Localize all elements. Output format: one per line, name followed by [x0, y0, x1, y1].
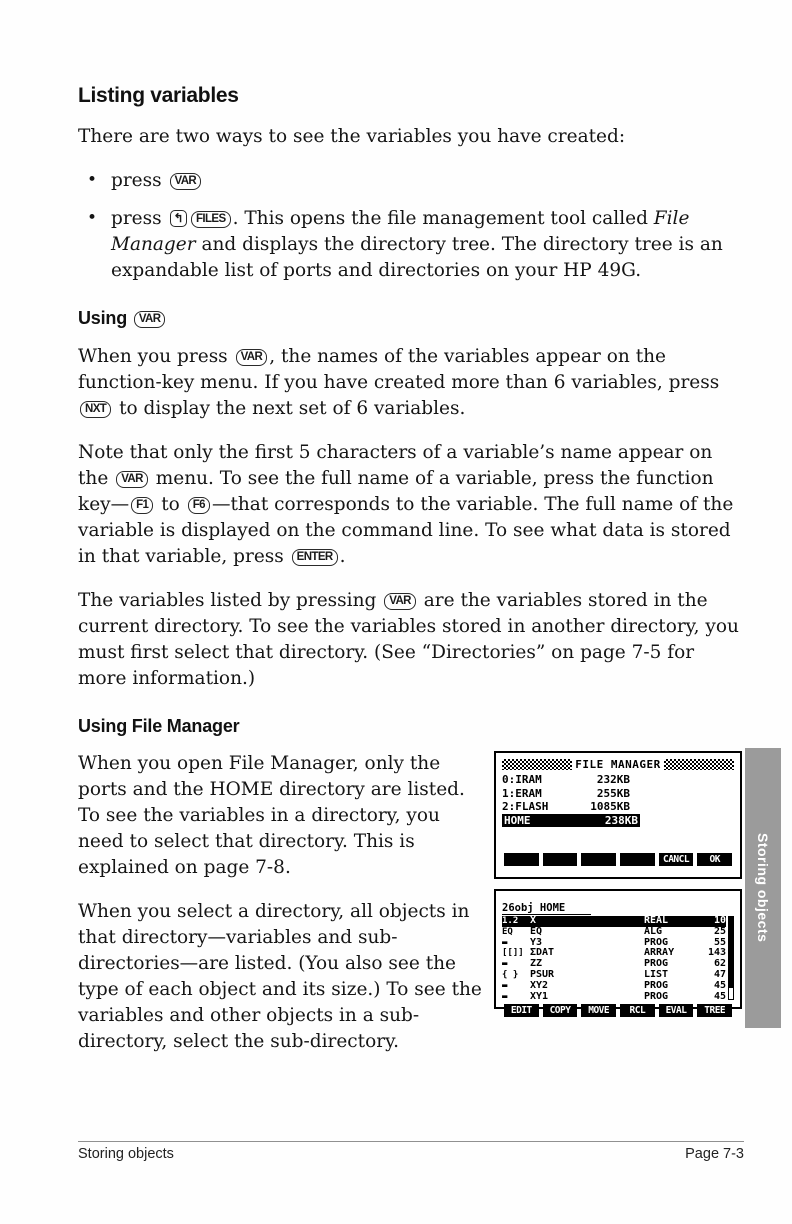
section-title: Listing variables: [78, 84, 239, 107]
object-type: REAL: [644, 915, 669, 926]
footer-chapter: Storing objects: [78, 1146, 174, 1162]
object-list: [502, 916, 734, 1002]
program-icon: ▬: [502, 959, 508, 970]
var-key: VAR: [134, 311, 166, 328]
f6-key: F6: [188, 497, 210, 514]
object-name: Y3: [530, 937, 543, 948]
softkey-tree: TREE: [697, 1004, 732, 1017]
f1-key: F1: [131, 497, 153, 514]
softkey-edit: EDIT: [504, 1004, 539, 1017]
lcd-title-bar: [502, 758, 734, 770]
program-icon: ▬: [502, 980, 508, 991]
port-size: 1085KB: [590, 800, 630, 813]
left-shift-key-icon: ↰: [170, 210, 187, 227]
object-name: XY2: [530, 980, 549, 991]
paragraph: When you press VAR , the names of the variables appear on the function-key menu. If you have created more than 6 variables, press NXT to display the next set of 6 variables.: [78, 346, 720, 419]
program-icon: ▬: [502, 937, 508, 948]
paragraph: When you select a directory, all objects in that directory—variables and sub-directories—are listed. (You also see the type of each object and its size.) To see the variables and other objects in a sub-directory, select the sub-directory.: [78, 901, 482, 1052]
subsection-title-using-file-manager: Using File Manager: [78, 716, 240, 736]
checker-pattern: [502, 759, 572, 770]
enter-key: ENTER: [292, 549, 338, 566]
object-type: ARRAY: [644, 947, 675, 959]
home-directory-row-selected: [502, 814, 640, 828]
equation-icon: EQ: [502, 926, 513, 937]
bullet-text: press VAR: [111, 170, 203, 191]
object-size: 62: [713, 958, 726, 970]
array-icon: [[]]: [502, 948, 524, 959]
object-type: ALG: [644, 925, 663, 937]
softkey-menu: [502, 853, 734, 866]
var-key: VAR: [384, 593, 416, 610]
object-row: [502, 970, 726, 981]
bullet-icon: •: [87, 170, 98, 190]
bullet-icon: •: [87, 208, 98, 228]
chapter-edge-tab-label: Storing objects: [755, 833, 771, 943]
object-size: 25: [713, 925, 726, 937]
object-name: ΣDAT: [530, 948, 555, 959]
bullet-text: press ↰ FILES . This opens the file management tool called File Manager and displays the directory tree. The directory tree is an expandable list of ports and directories on your HP 49G.: [111, 208, 723, 281]
softkey-copy: COPY: [543, 1004, 578, 1017]
real-number-icon: 1.2: [502, 916, 519, 926]
softkey-blank: [581, 853, 616, 866]
object-size: 45: [713, 990, 726, 1002]
port-size: 255KB: [596, 786, 630, 800]
object-row-selected: [502, 916, 726, 927]
file-manager-section: [78, 751, 744, 1073]
softkey-cancel: CANCL: [659, 853, 694, 866]
var-key: VAR: [236, 349, 268, 366]
directory-header: 26obj HOME: [502, 902, 591, 915]
directory-name: HOME: [504, 813, 531, 827]
softkey-blank: [620, 853, 655, 866]
program-icon: ▬: [502, 991, 508, 1002]
bullet-item-files: [78, 206, 744, 284]
softkey-blank: [543, 853, 578, 866]
lcd-title-text: FILE MANAGER: [575, 757, 661, 771]
object-name: XY1: [530, 991, 549, 1002]
intro-paragraph: There are two ways to see the variables you have created:: [78, 126, 626, 147]
directory-size: 238KB: [604, 813, 638, 827]
var-key: VAR: [116, 471, 148, 488]
bullet-list: [78, 168, 744, 284]
object-row: [502, 938, 726, 949]
object-type: PROG: [644, 958, 669, 970]
nxt-key: NXT: [80, 401, 111, 418]
port-name: 2:FLASH: [502, 800, 549, 813]
paragraph: When you open File Manager, only the ports and the HOME directory are listed. To see the variables in a directory, you need to select that directory. This is explained on page 7-8.: [78, 753, 465, 878]
paragraph: The variables listed by pressing VAR are the variables stored in the current directory. To see the variables stored in another directory, you must first select that directory. (See “Directories” on page 7-5 for more information.): [78, 590, 739, 689]
footer-page-number: Page 7-3: [685, 1146, 744, 1162]
object-size: 45: [713, 979, 726, 991]
softkey-blank: [504, 853, 539, 866]
port-row: [502, 773, 630, 787]
calculator-screen-file-manager: [494, 751, 742, 879]
object-row: [502, 927, 726, 938]
scrollbar: [728, 916, 734, 1000]
footer-rule: [78, 1141, 744, 1142]
subsection-title-using-var: Using VAR: [78, 308, 744, 330]
object-name: EQ: [530, 926, 543, 937]
object-row: [502, 948, 726, 959]
var-key: VAR: [170, 173, 202, 190]
checker-pattern: [664, 759, 734, 770]
object-row: [502, 992, 726, 1003]
port-name: 0:IRAM: [502, 773, 542, 786]
object-type: PROG: [644, 990, 669, 1002]
object-type: PROG: [644, 936, 669, 948]
calculator-screen-directory-listing: [494, 889, 742, 1017]
softkey-eval: EVAL: [659, 1004, 694, 1017]
softkey-move: MOVE: [581, 1004, 616, 1017]
softkey-rcl: RCL: [620, 1004, 655, 1017]
object-type: LIST: [644, 968, 669, 980]
paragraph: Note that only the first 5 characters of a variable’s name appear on the VAR menu. To see the full name of a variable, press the function key— F1 to F6 —that corresponds to the variable. The full name of the variable is displayed on the command line. To see what data is stored in that variable, press ENTER .: [78, 442, 734, 567]
port-size: 232KB: [596, 773, 630, 786]
softkey-ok: OK: [697, 853, 732, 866]
port-name: 1:ERAM: [502, 786, 542, 800]
page-footer: [78, 1146, 744, 1162]
object-name: PSUR: [530, 969, 555, 980]
object-size: 10: [713, 915, 726, 926]
object-size: 55: [713, 936, 726, 948]
screenshot-column: [494, 751, 742, 1073]
object-type: PROG: [644, 979, 669, 991]
port-row: [502, 787, 630, 801]
object-name: X: [530, 916, 537, 926]
object-row: [502, 959, 726, 970]
object-size: 143: [707, 947, 726, 959]
files-key: FILES: [191, 211, 231, 228]
italic-text: File Manager: [111, 208, 690, 255]
file-manager-text-column: [78, 751, 482, 1073]
port-row: [502, 800, 630, 814]
scrollbar-thumb: [729, 917, 733, 988]
softkey-menu: [502, 1004, 734, 1017]
chapter-edge-tab: [745, 748, 781, 1028]
object-name: ZZ: [530, 959, 543, 970]
page-content: [78, 84, 744, 1073]
object-row: [502, 981, 726, 992]
bullet-item-var: [78, 168, 744, 194]
object-size: 47: [713, 968, 726, 980]
list-icon: { }: [502, 969, 519, 980]
